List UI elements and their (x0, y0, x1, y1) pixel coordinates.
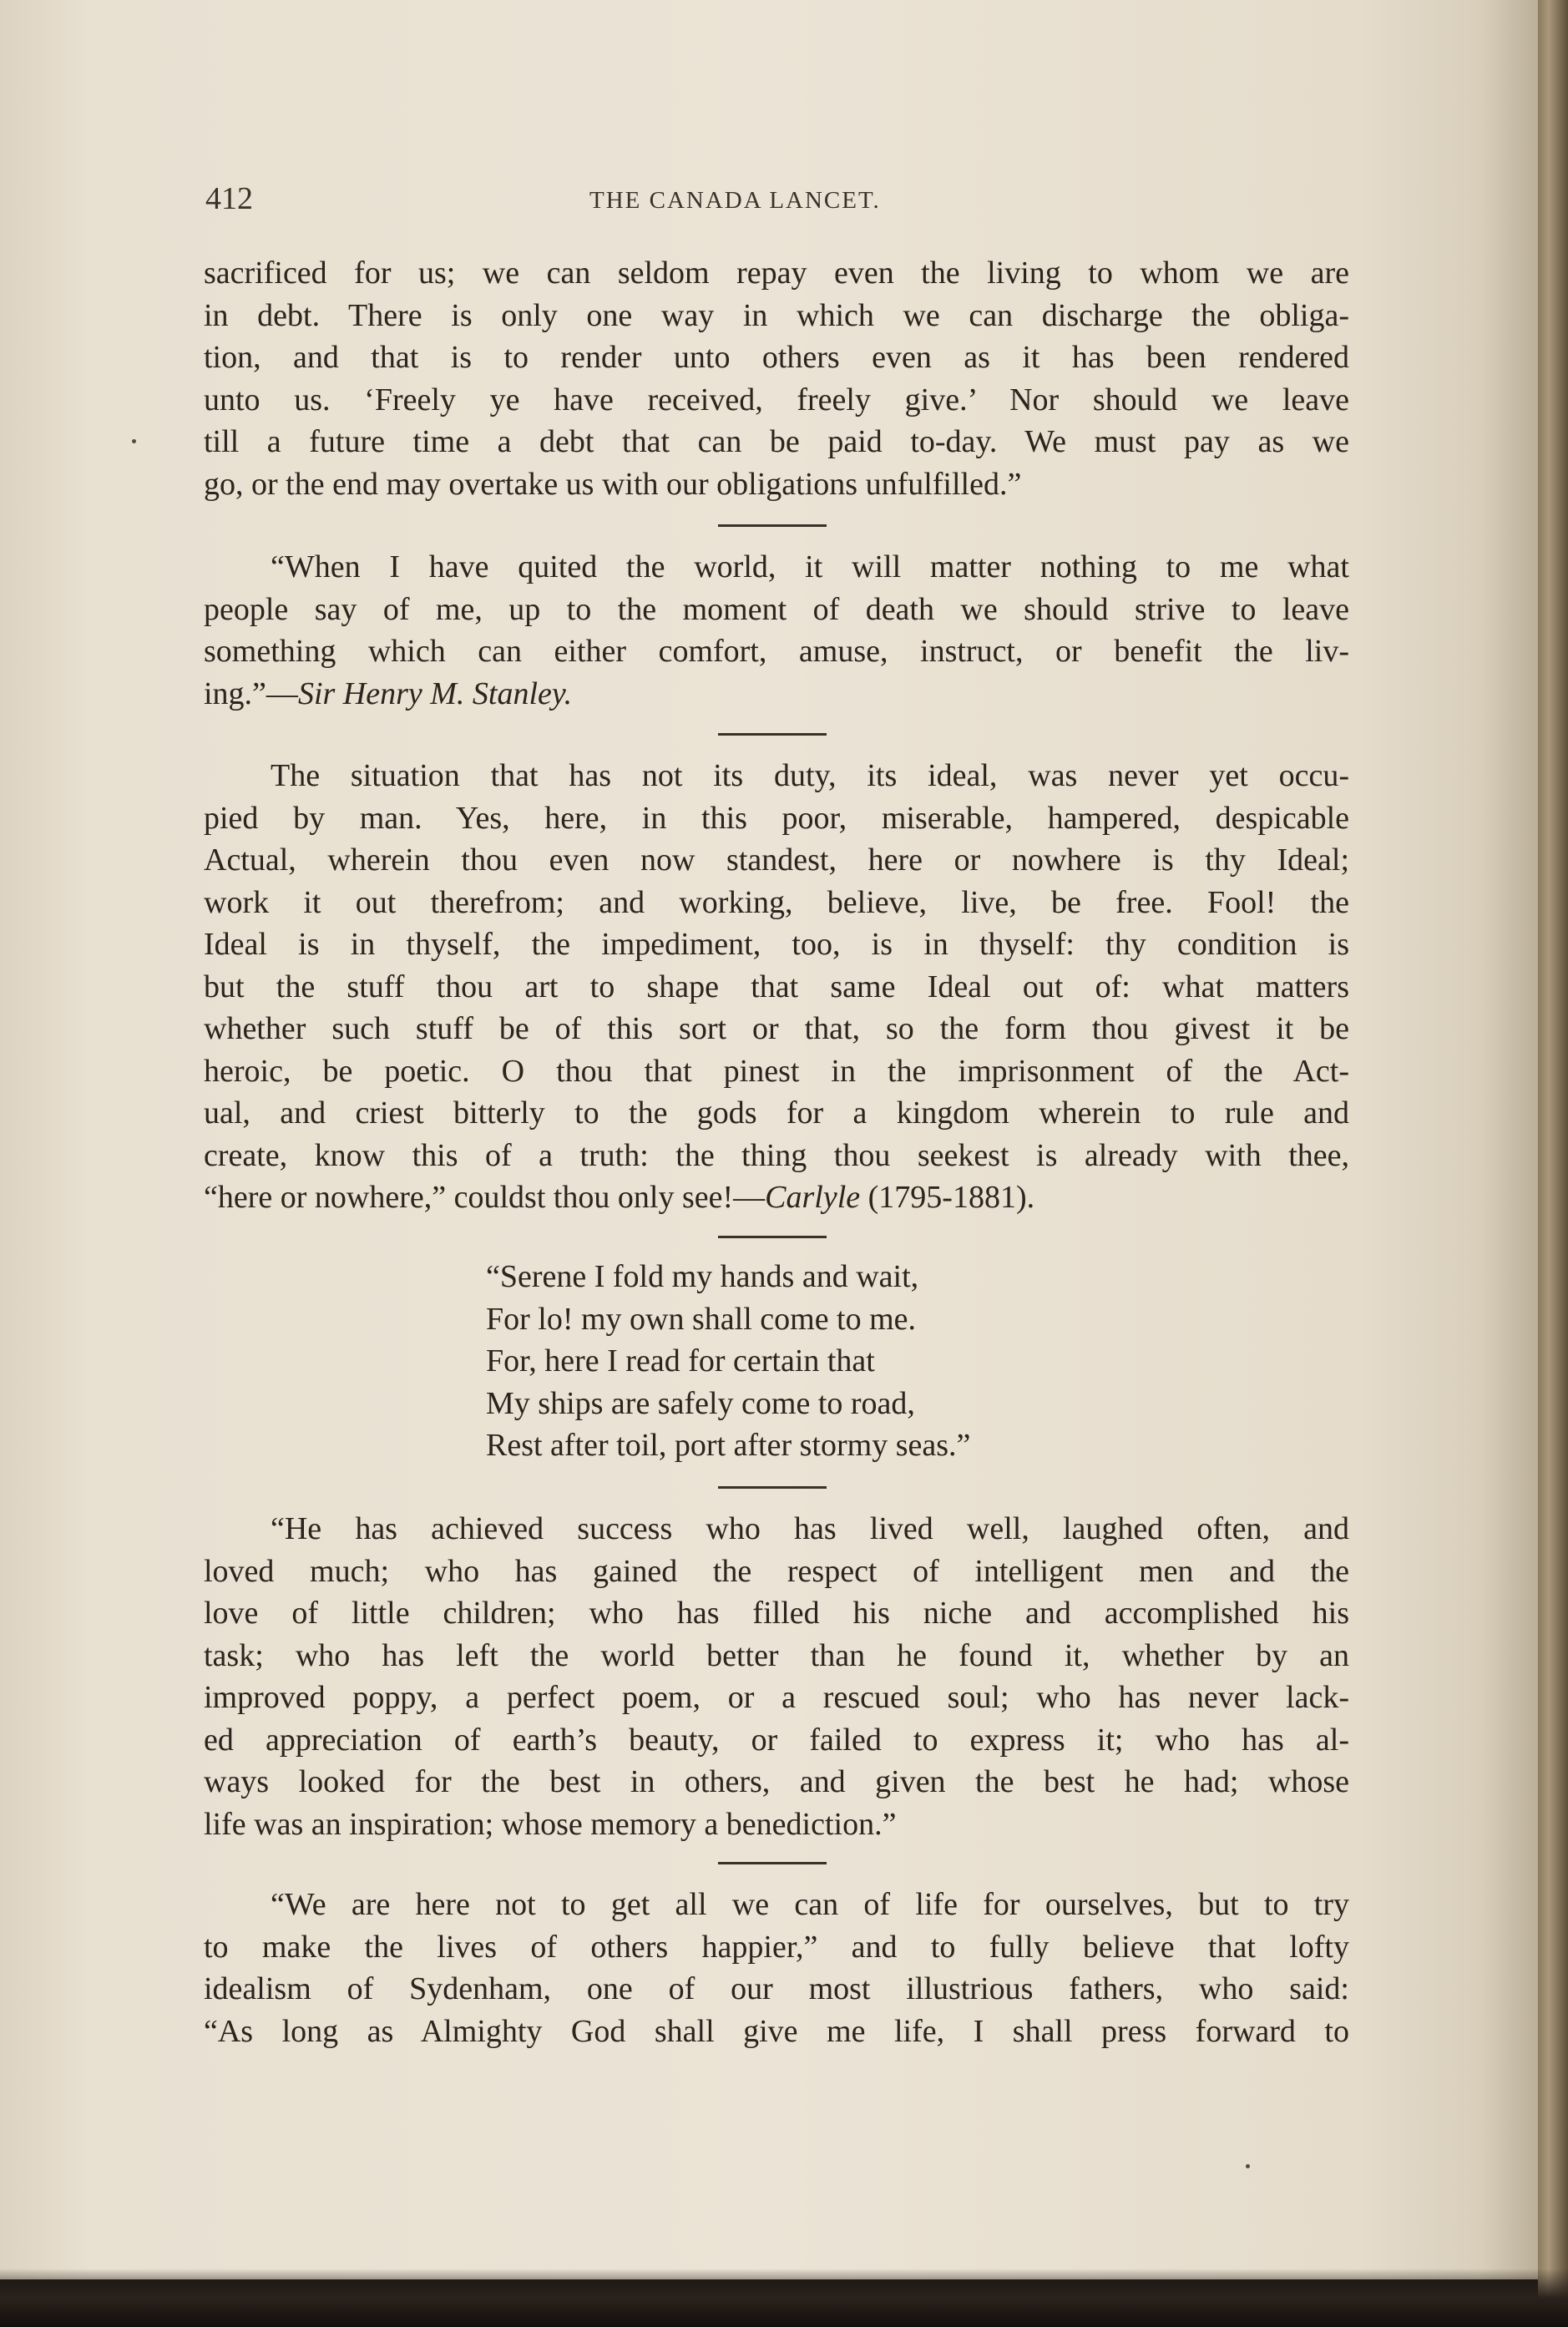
attribution: Carlyle (765, 1180, 861, 1215)
text-line: sacrificed for us; we can seldom repay even the living to whom we are (204, 255, 1349, 291)
text-line: task; who has left the world better than he found it, whether by an (204, 1637, 1349, 1673)
running-title: THE CANADA LANCET. (589, 187, 881, 214)
text-line: in debt. There is only one way in which we can discharge the obliga- (204, 297, 1349, 333)
quote-ending: ing.”— (204, 675, 298, 711)
attribution-dates: (1795-1881). (860, 1180, 1035, 1215)
text-line: heroic, be poetic. O thou that pinest in the imprisonment of the Act- (204, 1053, 1349, 1089)
quote-ending: “here or nowhere,” couldst thou only see!— (204, 1180, 766, 1215)
text-line: “When I have quited the world, it will matter nothing to me what (271, 549, 1349, 584)
text-line: people say of me, up to the moment of death we should strive to leave (204, 591, 1349, 627)
text-line: to make the lives of others happier,” and to fully believe that lofty (204, 1929, 1349, 1965)
text-line: “As long as Almighty God shall give me life, I shall press forward to (204, 2013, 1349, 2049)
poem-stanza (486, 1256, 970, 1467)
text-line: loved much; who has gained the respect of intelligent men and the (204, 1553, 1349, 1589)
poem-line: For lo! my own shall come to me. (486, 1301, 917, 1337)
ink-speck (132, 439, 136, 443)
text-line: love of little children; who has filled his niche and accomplished his (204, 1596, 1349, 1631)
text-line: whether such stuff be of this sort or that, so the form thou givest it be (204, 1011, 1349, 1046)
text-line: ed appreciation of earth’s beauty, or failed to express it; who has al- (204, 1722, 1349, 1758)
text-line: Ideal is in thyself, the impediment, too, is in thyself: thy condition is (204, 927, 1349, 962)
section-divider (718, 524, 827, 527)
attribution: Sir Henry M. Stanley. (297, 675, 573, 711)
text-line (204, 673, 1349, 716)
text-line: work it out therefrom; and working, believe, live, be free. Fool! the (204, 884, 1349, 920)
text-line: unto us. ‘Freely ye have received, freely give.’ Nor should we leave (204, 382, 1349, 417)
text-line: Actual, wherein thou even now standest, here or nowhere is thy Ideal; (204, 842, 1349, 878)
section-divider (718, 1862, 827, 1864)
text-line: but the stuff thou art to shape that same Ideal out of: what matters (204, 969, 1349, 1004)
poem-line: Rest after toil, port after stormy seas.” (486, 1428, 971, 1463)
page-edge (1538, 0, 1568, 2327)
text-line: improved poppy, a perfect poem, or a rescued soul; who has never lack- (204, 1680, 1349, 1715)
ink-speck (1246, 2164, 1250, 2168)
success-quote (204, 1508, 1349, 1845)
section-divider (718, 1236, 827, 1238)
text-line: life was an inspiration; whose memory a benediction.” (204, 1806, 897, 1842)
text-line: ual, and criest bitterly to the gods for a kingdom wherein to rule and (204, 1095, 1349, 1131)
section-divider (718, 1486, 827, 1489)
text-line: idealism of Sydenham, one of our most illustrious fathers, who said: (204, 1971, 1349, 2006)
page-number: 412 (205, 181, 253, 216)
text-line: till a future time a debt that can be paid to-day. We must pay as we (204, 424, 1349, 459)
sydenham-paragraph (204, 1884, 1349, 2052)
carlyle-quote (204, 755, 1349, 1219)
text-line: The situation that has not its duty, its ideal, was never yet occu- (271, 758, 1349, 793)
stanley-quote (204, 546, 1349, 715)
bottom-shadow (0, 2269, 1568, 2327)
text-line: go, or the end may overtake us with our obligations unfulfilled.” (204, 466, 1022, 502)
poem-line: “Serene I fold my hands and wait, (486, 1259, 919, 1294)
text-line: ways looked for the best in others, and given the best he had; whose (204, 1764, 1349, 1799)
text-line (204, 1176, 1349, 1219)
paragraph-continuation (204, 252, 1349, 505)
poem-line: For, here I read for certain that (486, 1343, 875, 1378)
text-line: create, know this of a truth: the thing thou seekest is already with thee, (204, 1137, 1349, 1173)
text-line: pied by man. Yes, here, in this poor, miserable, hampered, despicable (204, 800, 1349, 836)
text-line: “He has achieved success who has lived well, laughed often, and (271, 1511, 1349, 1546)
page-header (205, 180, 1344, 220)
text-line: “We are here not to get all we can of life for ourselves, but to try (271, 1887, 1349, 1922)
poem-line: My ships are safely come to road, (486, 1385, 915, 1421)
text-line: tion, and that is to render unto others even as it has been rendered (204, 340, 1349, 375)
text-line: something which can either comfort, amuse, instruct, or benefit the liv- (204, 634, 1349, 669)
section-divider (718, 733, 827, 736)
